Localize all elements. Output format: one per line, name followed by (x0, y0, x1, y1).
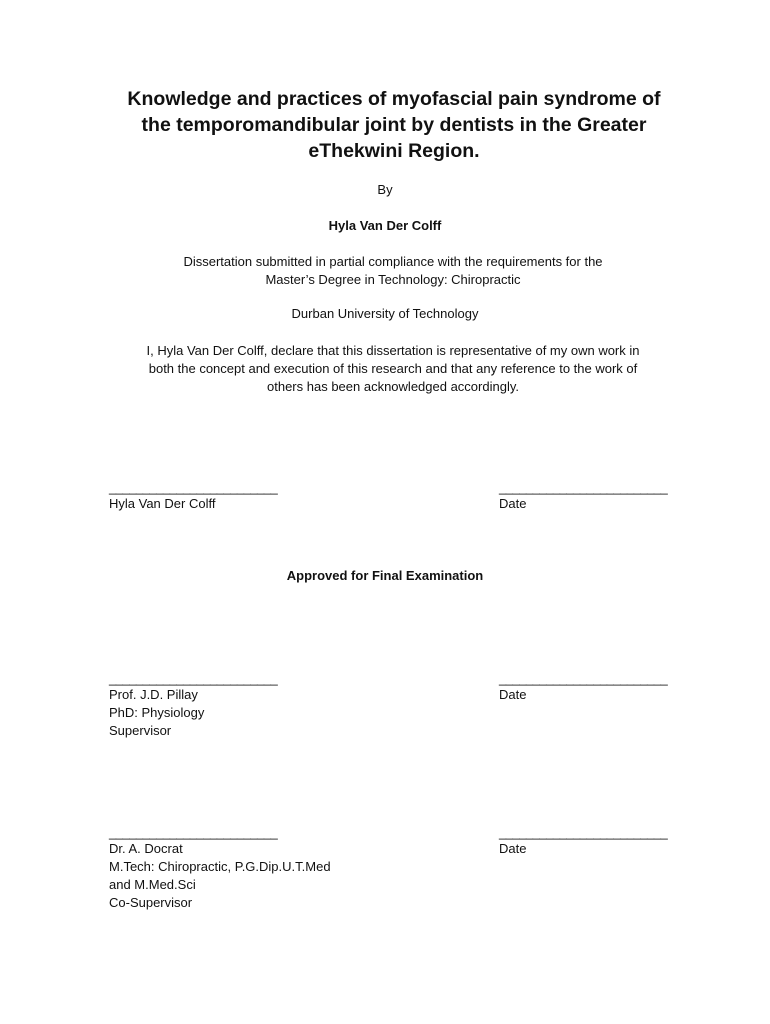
submission-statement (120, 253, 666, 289)
supervisor-role: Supervisor (109, 723, 172, 738)
supervisor-date-block (499, 672, 667, 704)
student-date-line: _________________________ (499, 480, 668, 495)
declaration-line-2: both the concept and execution of this research and that any reference to the work of (148, 361, 638, 376)
supervisor-signature-line: _________________________ (109, 671, 278, 686)
document-title (95, 86, 693, 164)
supervisor-qualification: PhD: Physiology (109, 705, 205, 720)
co-supervisor-qualification-line-1: M.Tech: Chiropractic, P.G.Dip.U.T.Med (109, 859, 331, 874)
university-name: Durban University of Technology (291, 306, 479, 321)
title-line-3: eThekwini Region. (308, 140, 480, 162)
submission-line-1: Dissertation submitted in partial compliance with the requirements for the (183, 254, 603, 269)
co-supervisor-role: Co-Supervisor (109, 895, 193, 910)
student-date-block (499, 481, 667, 513)
by-label: By (377, 182, 393, 197)
approved-heading: Approved for Final Examination (286, 568, 484, 583)
supervisor-signature-block (109, 672, 277, 740)
co-supervisor-name: Dr. A. Docrat (109, 841, 183, 856)
co-supervisor-signature-line: _________________________ (109, 825, 278, 840)
student-date-label: Date (499, 496, 527, 511)
supervisor-date-label: Date (499, 687, 527, 702)
supervisor-date-line: _________________________ (499, 671, 668, 686)
declaration-line-1: I, Hyla Van Der Colff, declare that this dissertation is representative of my own work in (146, 343, 640, 358)
declaration-statement (100, 342, 686, 396)
title-line-1: Knowledge and practices of myofascial pain syndrome of (127, 88, 661, 110)
declaration-line-3: others has been acknowledged accordingly. (267, 379, 519, 394)
co-supervisor-date-line: _________________________ (499, 825, 668, 840)
student-signature-line: _________________________ (109, 480, 278, 495)
co-supervisor-date-block (499, 826, 667, 858)
title-line-2: the temporomandibular joint by dentists in the Greater (141, 114, 647, 136)
student-name: Hyla Van Der Colff (109, 496, 216, 511)
submission-line-2: Master’s Degree in Technology: Chiropractic (265, 272, 521, 287)
student-signature-block (109, 481, 277, 513)
author-name: Hyla Van Der Colff (328, 218, 442, 233)
supervisor-name: Prof. J.D. Pillay (109, 687, 198, 702)
co-supervisor-qualification-line-2: and M.Med.Sci (109, 877, 196, 892)
co-supervisor-date-label: Date (499, 841, 527, 856)
co-supervisor-signature-block (109, 826, 331, 912)
